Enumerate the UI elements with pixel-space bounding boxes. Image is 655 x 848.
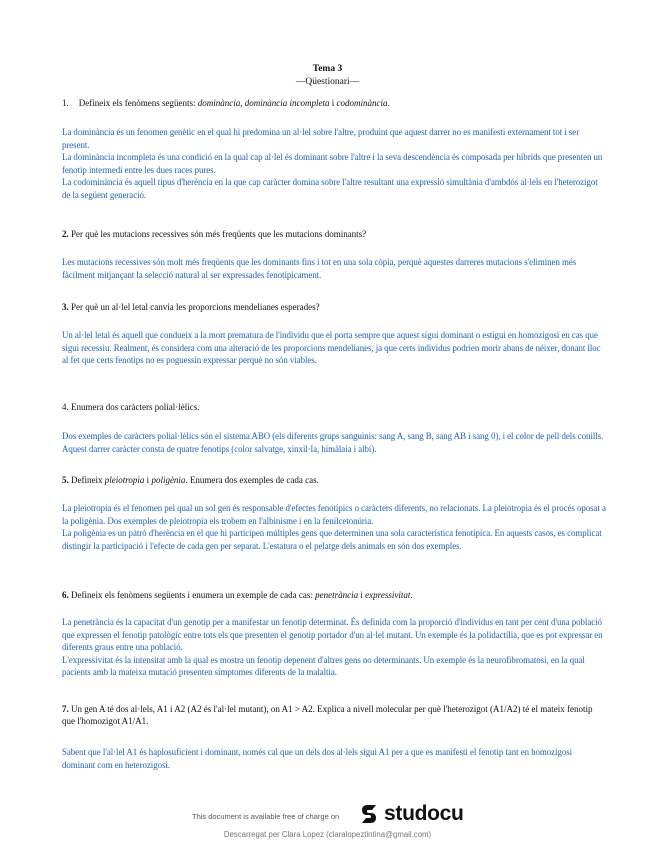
- question-text: i: [329, 98, 337, 108]
- answer-paragraph: La pleiotropia és el fenomen pel qual un sol gen és responsable d'efectes fenotípics o caràcters diferents, no relacionats. La pleiotropia és el procés oposat a la poligènia. Dos exemples de pleiotropia els trobem en l'albinisme i en la fenilcetonúria.: [62, 503, 606, 526]
- question-text: .: [387, 98, 390, 108]
- question-text: Per què un al·lel letal canvia les proporcions mendelianes esperades?: [71, 302, 320, 312]
- studocu-logo-text: studocu: [384, 802, 464, 825]
- answer-5: [62, 502, 607, 552]
- question-term: pleiotropia: [104, 475, 145, 485]
- studocu-logo[interactable]: [358, 802, 464, 826]
- studocu-icon: [358, 803, 380, 825]
- question-5: [62, 474, 602, 486]
- question-text: Defineix els fenòmens següents:: [78, 98, 198, 108]
- question-number: 2.: [62, 229, 69, 239]
- answer-paragraph: Les mutacions recessives són molt més freqüents que les dominants fins i tot en una sola còpia, perquè aquestes darreres mutacions s'eliminen més fàcilment mitjançant la selecció natural al ser expressades fenotípicament.: [62, 257, 577, 280]
- question-text: i: [358, 590, 366, 600]
- question-number: 4.: [62, 402, 69, 412]
- answer-2: [62, 256, 607, 281]
- answer-paragraph: La dominància és un fenomen genètic en el qual hi predomina un al·lel sobre l'altre, produint que aquest darrer no es manifesti externament tot i ser present.: [62, 127, 580, 150]
- answer-3: [62, 329, 607, 367]
- answer-paragraph: Un al·lel letal és aquell que condueix a la mort prematura de l'individu que el porta sempre que aquest sigui dominant o estigui en homozigosi en cas que sigui recessiu. Realment, és considera com una alteració de les proporcions mendelianes, ja que certs individus podrien morir abans de néixer, donant lloc al fet que certs fenotips no es poguessin expressar perquè no són viables.: [62, 330, 601, 366]
- question-term: codominància: [336, 98, 388, 108]
- question-number: 7.: [62, 704, 69, 714]
- answer-paragraph: La dominància incompleta és una condició en la qual cap al·lel és dominant sobre l'altre i la seva descendència és composada per híbrids que presenten un fenotip intermedi entre les dues races pures.: [62, 152, 603, 175]
- question-6: [62, 589, 602, 601]
- answer-paragraph: La codominància és aquell tipus d'herència en la que cap caràcter domina sobre l'altre resultant una expressió simultània d'ambdós al·lels en l'heterozigot de la següent generació.: [62, 177, 598, 200]
- question-2: [62, 228, 602, 240]
- question-text: Enumera dos caràcters polial·lèlics.: [71, 402, 200, 412]
- answer-paragraph: La poligènia es un pàtró d'herència en el que hi participen múltiples gens que determinen una sola característica fenotípica. En aquests casos, es complicat distingir la participació i l'efecte de cada gen per separat. L'estatura o el pelatge dels animals en són dos exemples.: [62, 528, 602, 551]
- question-term: penetrància: [315, 590, 359, 600]
- question-3: [62, 301, 602, 313]
- question-text: Per què les mutacions recessives són més freqüents que les mutacions dominants?: [71, 229, 367, 239]
- footer-available-text: This document is available free of charge on: [192, 812, 340, 821]
- question-4: [62, 401, 602, 413]
- question-text: .: [410, 590, 413, 600]
- answer-paragraph: La penetrància és la capacitat d'un genotip per a manifestar un fenotip determinat. És definida com la proporció d'individus en tant per cent d'una població que expressen el fenotip patològic entre tots els que presenten el genotip portador d'un al·lel mutant. Un exemple és la polidactília, que es pot expressar en diferents graus entre una població.: [62, 617, 603, 653]
- question-7: [62, 703, 602, 727]
- question-text: i: [144, 475, 152, 485]
- answer-1: [62, 126, 607, 202]
- question-text: . Enumera dos exemples de cada cas.: [185, 475, 319, 485]
- question-number: 6.: [62, 590, 69, 600]
- page-subtitle: —Qüestionari—: [295, 77, 360, 87]
- answer-paragraph: L'expressivitat és la intensitat amb la qual es mostra un fenotip depenent d'altres gens no determinants. Un exemple és la neurofibromatosi, en la qual pacients amb la mateixa mutació presenten símptomes diferents de la malaltia.: [62, 654, 585, 678]
- question-text: Defineix els fenòmens següents i enumera un exemple de cada cas:: [71, 590, 316, 600]
- question-text: Un gen A té dos al·lels, A1 i A2 (A2 és l'al·lel mutant), on A1 > A2. Explica a nivell molecular per què l'heterozigot (A1/A2) té el mateix fenotip que l'homozigot A1/A1.: [62, 704, 593, 726]
- page-title: Tema 3: [312, 64, 343, 74]
- question-1: [62, 97, 602, 109]
- answer-4: [62, 430, 607, 455]
- answer-paragraph: Sabent que l'al·lel A1 és haplosuficient i dominant, només cal que un dels dos al·lels sigui A1 per a que es manifesti el fenotip tant en homozigosi dominant com en heterozigosi.: [62, 747, 573, 770]
- answer-7: [62, 746, 607, 771]
- answer-6: [62, 616, 607, 679]
- question-text: Defineix: [71, 475, 105, 485]
- question-term: dominància, dominància incompleta: [197, 98, 330, 108]
- question-number: 3.: [62, 302, 69, 312]
- question-term: poligènia: [151, 475, 186, 485]
- answer-paragraph: Dos exemples de caràcters polial·lèlics són el sistema ABO (els diferents grups sanguinis: sang A, sang B, sang AB i sang 0), i el color de pell dels conills. Aquest darrer caràcter consta de quatre fenotips (color salvatge, xinxil·la, himàlaia i albí).: [62, 431, 604, 454]
- download-attribution: Descarregat per Clara Lopez (claralopeztintina@gmail.com): [223, 830, 432, 839]
- question-number: 1.: [62, 98, 69, 108]
- question-number: 5.: [62, 475, 69, 485]
- question-term: expressivitat: [365, 590, 411, 600]
